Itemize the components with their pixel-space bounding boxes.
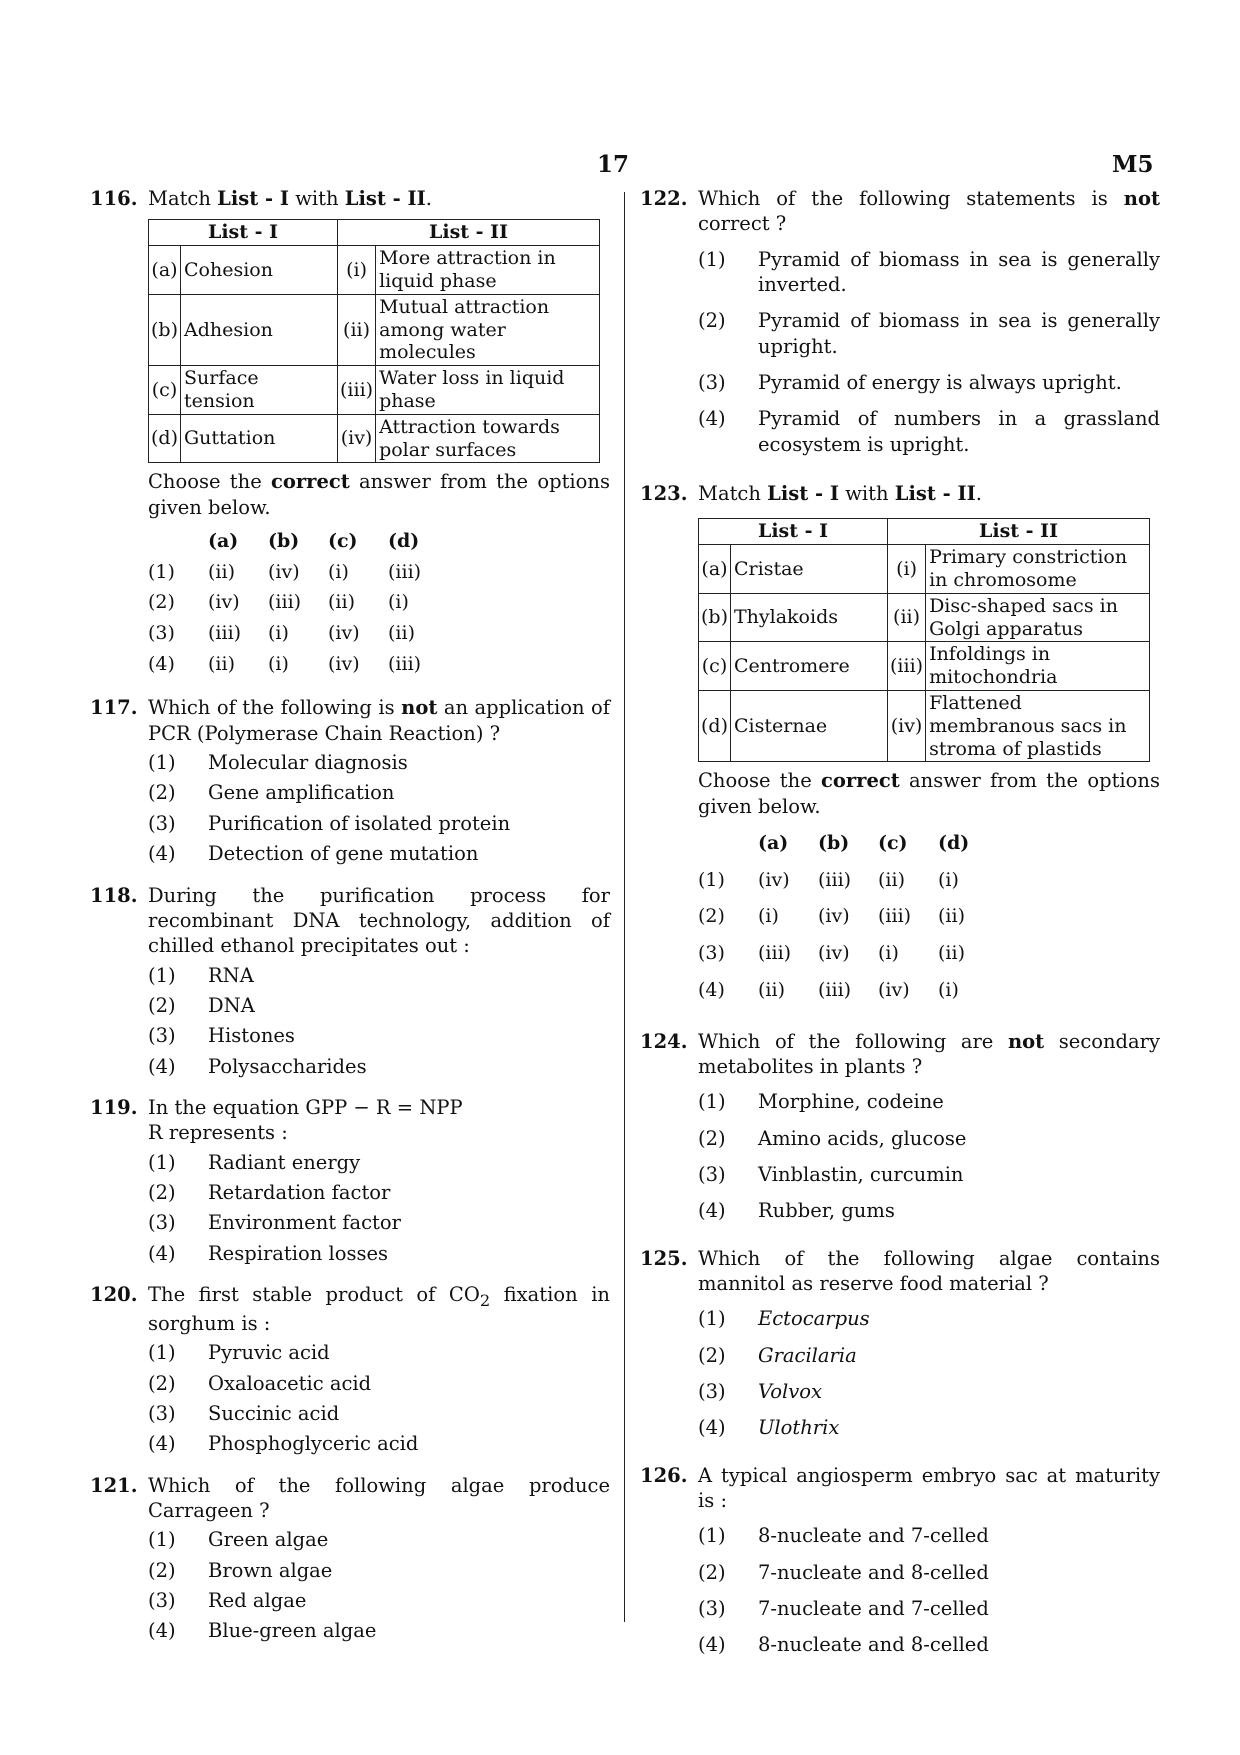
question-text: Which of the following algae produce Carrageen ? <box>148 1473 610 1523</box>
option-value: (ii) <box>878 868 905 891</box>
option-number: (1) <box>698 1524 726 1548</box>
question-117 <box>90 695 610 866</box>
table-row <box>149 366 600 415</box>
match-table <box>148 219 600 463</box>
row-label: (ii) <box>338 294 376 365</box>
option-number: (4) <box>148 652 175 675</box>
question-number: 122. <box>640 187 688 210</box>
answer-option[interactable] <box>698 1596 1160 1621</box>
right-column <box>640 186 1160 1674</box>
option-text: Molecular diagnosis <box>208 751 408 775</box>
booklet-code: M5 <box>1112 151 1154 178</box>
answer-option[interactable] <box>148 1241 610 1266</box>
option-text: Pyramid of biomass in sea is generally inverted. <box>758 247 1160 297</box>
answer-option[interactable] <box>698 1343 1160 1368</box>
option-text: 7-nucleate and 8-celled <box>758 1560 989 1584</box>
row-label: (d) <box>699 691 731 762</box>
option-text: Vinblastin, curcumin <box>758 1162 964 1186</box>
question-text: Match List - I with List - II. <box>148 187 432 210</box>
table-row <box>699 545 1150 594</box>
option-value: (i) <box>758 905 779 928</box>
answer-option[interactable] <box>698 247 1160 298</box>
answer-option[interactable] <box>698 898 998 935</box>
option-text: Pyramid of numbers in a grassland ecosystem is upright. <box>758 407 1160 456</box>
option-number: (4) <box>698 1199 726 1223</box>
list-ii-item: Disc-shaped sacs in Golgi apparatus <box>926 593 1150 642</box>
table-row <box>149 414 600 463</box>
row-label: (i) <box>338 246 376 295</box>
answer-option[interactable] <box>698 1162 1160 1187</box>
option-text: Environment factor <box>208 1211 401 1235</box>
option-number: (4) <box>148 1241 176 1265</box>
row-label: (c) <box>699 642 731 691</box>
question-116 <box>90 186 610 679</box>
option-value: (iv) <box>208 591 240 614</box>
table-row <box>149 294 600 365</box>
option-number: (4) <box>148 1619 176 1643</box>
answer-option[interactable] <box>148 811 610 836</box>
option-text: Morphine, codeine <box>758 1090 944 1114</box>
option-value: (i) <box>268 622 289 645</box>
question-number: 123. <box>640 482 688 506</box>
option-text: Brown algae <box>208 1558 333 1582</box>
option-value: (i) <box>328 560 349 583</box>
list-ii-item: More attraction in liquid phase <box>376 246 600 295</box>
table-header: List - I <box>699 519 888 545</box>
question-number: 117. <box>90 696 138 720</box>
answer-option[interactable] <box>148 1180 610 1205</box>
table-row <box>149 246 600 295</box>
question-text: Which of the following algae contains mannitol as reserve food material ? <box>698 1246 1160 1295</box>
question-123 <box>640 481 1160 1008</box>
question-text: Which of the following is not an application of PCR (Polymerase Chain Reaction) ? <box>148 696 610 745</box>
option-number: (1) <box>148 560 175 583</box>
option-text: Retardation factor <box>208 1180 391 1204</box>
row-label: (iv) <box>888 691 926 762</box>
row-label: (iii) <box>338 366 376 415</box>
option-value: (ii) <box>208 652 235 675</box>
option-value: (iv) <box>328 652 360 675</box>
answer-column-header: (a) <box>758 832 789 855</box>
option-number: (3) <box>698 1597 726 1621</box>
option-number: (2) <box>148 591 175 614</box>
list-ii-item: Mutual attraction among water molecules <box>376 294 600 365</box>
option-number: (1) <box>698 247 726 271</box>
question-text: The first stable product of $CO_2$ fixation in sorghum is : <box>148 1282 610 1335</box>
option-value: (i) <box>268 652 289 675</box>
answer-option[interactable] <box>148 780 610 805</box>
option-value: (iv) <box>758 868 790 891</box>
option-number: (1) <box>698 1307 726 1331</box>
option-text: Pyramid of energy is always upright. <box>758 371 1122 395</box>
option-text: 8-nucleate and 8-celled <box>758 1633 989 1657</box>
option-text: Gracilaria <box>758 1343 857 1367</box>
option-value: (ii) <box>388 622 415 645</box>
option-text: Ulothrix <box>758 1416 840 1440</box>
row-label: (c) <box>149 366 181 415</box>
option-number: (2) <box>698 905 725 928</box>
option-number: (2) <box>148 1371 176 1395</box>
option-value: (iii) <box>268 591 302 614</box>
row-label: (iv) <box>338 414 376 463</box>
option-text: Polysaccharides <box>208 1054 367 1078</box>
list-ii-item: Infoldings in mitochondria <box>926 642 1150 691</box>
question-text: Which of the following are not secondary metabolites in plants ? <box>698 1029 1160 1078</box>
column-divider <box>624 192 625 1622</box>
row-label: (a) <box>149 246 181 295</box>
option-number: (2) <box>698 1126 726 1150</box>
option-text: Green algae <box>208 1528 329 1552</box>
question-subtext: R represents : <box>148 1121 288 1145</box>
answer-option[interactable] <box>698 370 1160 395</box>
answer-column-header: (a) <box>208 530 239 552</box>
option-value: (iii) <box>388 652 422 675</box>
option-text: Purification of isolated protein <box>208 811 511 835</box>
option-value: (iii) <box>818 868 852 891</box>
answer-option[interactable] <box>148 993 610 1018</box>
option-number: (2) <box>148 993 176 1017</box>
page-number: 17 <box>597 151 630 178</box>
option-text: Amino acids, glucose <box>758 1126 967 1150</box>
answer-option[interactable] <box>148 1150 610 1175</box>
answer-column-header: (d) <box>388 530 420 552</box>
list-ii-item: Water loss in liquid phase <box>376 366 600 415</box>
question-number: 124. <box>640 1029 688 1053</box>
option-number: (1) <box>698 868 725 891</box>
option-number: (3) <box>698 942 725 965</box>
option-number: (4) <box>698 978 725 1001</box>
table-header: List - I <box>149 220 338 246</box>
match-table <box>698 518 1150 762</box>
row-label: (b) <box>699 593 731 642</box>
list-i-item: Surface tension <box>181 366 338 415</box>
option-text: Radiant energy <box>208 1150 361 1174</box>
answer-column-header: (d) <box>938 832 970 855</box>
table-row <box>699 593 1150 642</box>
option-number: (2) <box>698 1560 726 1584</box>
option-value: (iv) <box>818 942 850 965</box>
option-number: (3) <box>148 811 176 835</box>
answer-option[interactable] <box>698 935 998 972</box>
list-i-item: Centromere <box>731 642 888 691</box>
answer-option[interactable] <box>698 1089 1160 1114</box>
answer-option[interactable] <box>148 1054 610 1079</box>
option-number: (2) <box>148 1558 176 1582</box>
option-text: Pyruvic acid <box>208 1341 330 1365</box>
answer-option[interactable] <box>148 1401 610 1426</box>
table-header: List - II <box>338 220 600 246</box>
list-ii-item: Flattened membranous sacs in stroma of plastids <box>926 691 1150 762</box>
row-label: (a) <box>699 545 731 594</box>
option-text: Rubber, gums <box>758 1199 895 1223</box>
option-value: (iv) <box>268 560 300 583</box>
answer-option[interactable] <box>698 1632 1160 1657</box>
list-i-item: Cisternae <box>731 691 888 762</box>
answer-option[interactable] <box>148 1023 610 1048</box>
answer-option[interactable] <box>148 587 448 618</box>
option-number: (3) <box>148 622 175 645</box>
question-number: 116. <box>90 187 138 210</box>
option-value: (ii) <box>938 942 965 965</box>
question-124 <box>640 1029 1160 1224</box>
answer-option[interactable] <box>148 750 610 775</box>
answer-option[interactable] <box>698 1126 1160 1151</box>
option-value: (iii) <box>878 905 912 928</box>
question-126 <box>640 1463 1160 1658</box>
question-119 <box>90 1095 610 1266</box>
option-number: (3) <box>148 1589 176 1613</box>
option-number: (4) <box>698 407 726 431</box>
question-118 <box>90 883 610 1079</box>
question-number: 119. <box>90 1095 138 1119</box>
option-number: (4) <box>148 1054 176 1078</box>
question-number: 125. <box>640 1246 688 1270</box>
option-text: DNA <box>208 993 255 1017</box>
option-text: Respiration losses <box>208 1241 389 1265</box>
option-value: (ii) <box>208 560 235 583</box>
option-value: (i) <box>388 591 409 614</box>
option-number: (2) <box>698 309 726 333</box>
question-number: 118. <box>90 883 138 907</box>
option-value: (iv) <box>818 905 850 928</box>
answer-option[interactable] <box>148 963 610 988</box>
answer-option[interactable] <box>698 1523 1160 1548</box>
option-value: (iv) <box>878 978 910 1001</box>
answer-option[interactable] <box>148 1588 610 1613</box>
question-text: During the purification process for recombinant DNA technology, addition of chilled ethanol precipitates out : <box>148 883 610 958</box>
answer-column-header: (c) <box>328 530 358 552</box>
list-i-item: Cristae <box>731 545 888 594</box>
option-number: (3) <box>698 1379 726 1403</box>
answer-option[interactable] <box>698 1560 1160 1585</box>
answer-option[interactable] <box>148 1618 610 1643</box>
option-text: 8-nucleate and 7-celled <box>758 1524 989 1548</box>
option-text: Red algae <box>208 1589 307 1613</box>
option-number: (1) <box>148 751 176 775</box>
table-row <box>699 691 1150 762</box>
option-number: (4) <box>148 842 176 866</box>
answer-options-table <box>148 526 448 679</box>
answer-column-header: (b) <box>268 530 300 552</box>
question-125 <box>640 1246 1160 1441</box>
answer-column-header: (c) <box>878 832 908 855</box>
question-text: A typical angiosperm embryo sac at maturity is : <box>698 1463 1160 1512</box>
question-text: Which of the following statements is not correct ? <box>698 187 1160 236</box>
option-value: (iii) <box>388 560 422 583</box>
option-value: (i) <box>938 978 959 1001</box>
answer-option[interactable] <box>698 1306 1160 1331</box>
option-number: (3) <box>148 1024 176 1048</box>
answer-option[interactable] <box>148 618 448 649</box>
option-number: (3) <box>698 371 726 395</box>
question-122 <box>640 186 1160 457</box>
row-label: (iii) <box>888 642 926 691</box>
answer-option[interactable] <box>148 1431 610 1456</box>
option-text: Detection of gene mutation <box>208 842 479 866</box>
option-number: (3) <box>698 1162 726 1186</box>
answer-option[interactable] <box>698 1379 1160 1404</box>
row-label: (d) <box>149 414 181 463</box>
option-text: Pyramid of biomass in sea is generally upright. <box>758 309 1160 358</box>
option-number: (1) <box>148 1528 176 1552</box>
answer-option[interactable] <box>698 862 998 899</box>
table-row <box>699 642 1150 691</box>
option-number: (1) <box>698 1090 726 1114</box>
list-ii-item: Attraction towards polar surfaces <box>376 414 600 463</box>
list-ii-item: Primary constriction in chromosome <box>926 545 1150 594</box>
answer-option[interactable] <box>698 972 998 1009</box>
answer-option[interactable] <box>148 1210 610 1235</box>
option-number: (2) <box>698 1343 726 1367</box>
row-label: (i) <box>888 545 926 594</box>
answer-option[interactable] <box>148 1527 610 1552</box>
option-text: 7-nucleate and 7-celled <box>758 1597 989 1621</box>
answer-option[interactable] <box>148 1371 610 1396</box>
question-text: In the equation GPP − R = NPP <box>148 1095 463 1119</box>
option-text: Succinic acid <box>208 1402 340 1426</box>
option-text: Oxaloacetic acid <box>208 1371 372 1395</box>
answer-options-table <box>698 825 998 1008</box>
option-value: (ii) <box>758 978 785 1001</box>
option-number: (3) <box>148 1211 176 1235</box>
question-text: Match List - I with List - II. <box>698 482 982 506</box>
question-120 <box>90 1282 610 1457</box>
left-column <box>90 186 610 1660</box>
answer-option[interactable] <box>698 308 1160 359</box>
answer-option[interactable] <box>148 1340 610 1365</box>
option-value: (i) <box>938 868 959 891</box>
list-i-item: Adhesion <box>181 294 338 365</box>
table-header: List - II <box>888 519 1150 545</box>
answer-option[interactable] <box>148 1558 610 1583</box>
option-number: (4) <box>148 1432 176 1456</box>
option-value: (iii) <box>818 978 852 1001</box>
option-value: (iii) <box>208 622 242 645</box>
option-value: (ii) <box>938 905 965 928</box>
row-label: (b) <box>149 294 181 365</box>
option-number: (3) <box>148 1402 176 1426</box>
answer-option[interactable] <box>698 1415 1160 1440</box>
option-text: Volvox <box>758 1379 823 1403</box>
question-number: 126. <box>640 1463 688 1487</box>
list-i-item: Guttation <box>181 414 338 463</box>
question-number: 121. <box>90 1473 138 1497</box>
option-text: RNA <box>208 963 254 987</box>
option-number: (1) <box>148 1150 176 1174</box>
question-number: 120. <box>90 1282 138 1306</box>
answer-column-header: (b) <box>818 832 850 855</box>
answer-option[interactable] <box>148 649 448 680</box>
question-121 <box>90 1473 610 1644</box>
option-number: (2) <box>148 1180 176 1204</box>
row-label: (ii) <box>888 593 926 642</box>
option-text: Ectocarpus <box>758 1307 870 1331</box>
option-number: (1) <box>148 1341 176 1365</box>
option-number: (4) <box>698 1633 726 1657</box>
instruction-text: Choose the correct answer from the options given below. <box>148 470 610 519</box>
option-number: (4) <box>698 1416 726 1440</box>
list-i-item: Cohesion <box>181 246 338 295</box>
option-text: Blue-green algae <box>208 1619 377 1643</box>
answer-option[interactable] <box>698 1198 1160 1223</box>
option-number: (1) <box>148 963 176 987</box>
instruction-text: Choose the correct answer from the options given below. <box>698 769 1160 818</box>
answer-option[interactable] <box>148 557 448 588</box>
list-i-item: Thylakoids <box>731 593 888 642</box>
option-text: Gene amplification <box>208 781 395 805</box>
answer-option[interactable] <box>148 841 610 866</box>
answer-option[interactable] <box>698 406 1160 457</box>
option-value: (ii) <box>328 591 355 614</box>
option-value: (i) <box>878 942 899 965</box>
option-value: (iii) <box>758 942 792 965</box>
option-text: Histones <box>208 1024 295 1048</box>
option-value: (iv) <box>328 622 360 645</box>
option-number: (2) <box>148 781 176 805</box>
option-text: Phosphoglyceric acid <box>208 1432 419 1456</box>
